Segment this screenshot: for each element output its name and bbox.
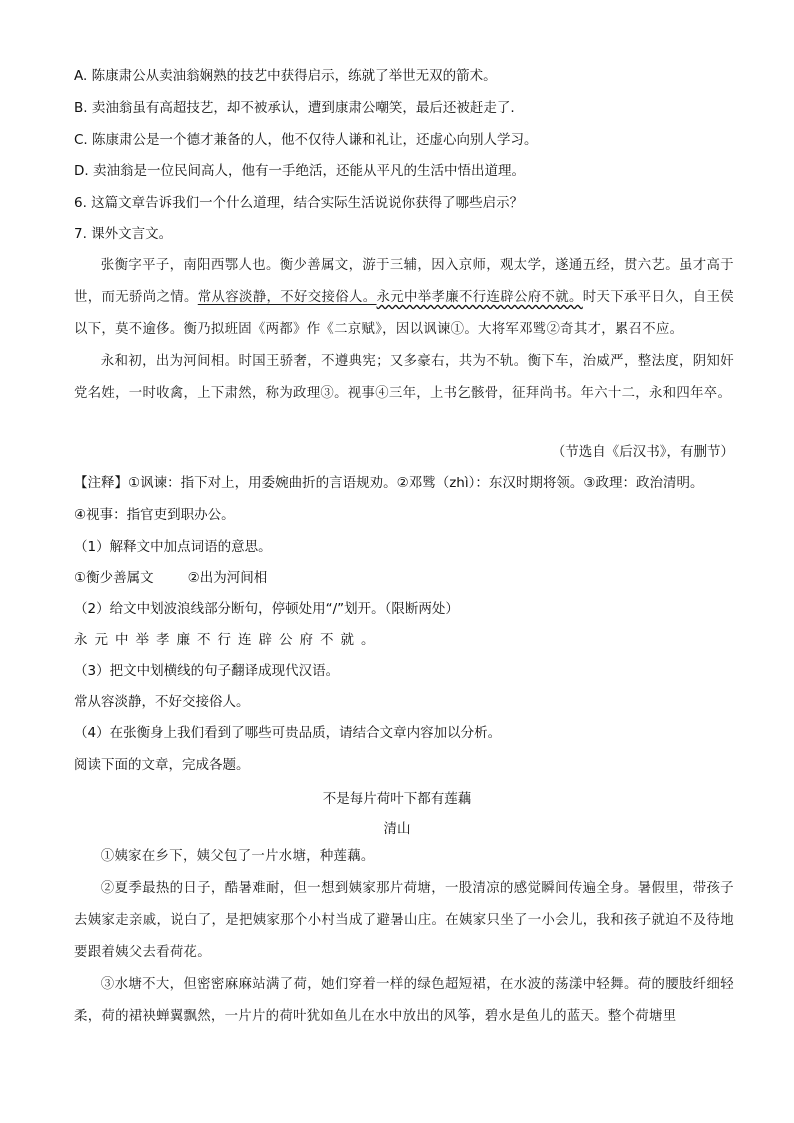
article-paragraph-1: ①姨家在乡下，姨父包了一片水塘，种莲藕。 — [100, 849, 375, 864]
passage-paragraph-1 — [74, 250, 734, 346]
underlined-sentence: 常从容淡静，不好交接俗人。 — [197, 290, 377, 305]
option-c: C. 陈康肃公是一个德才兼备的人，他不仅待人谦和礼让，还虚心向别人学习。 — [74, 132, 538, 148]
wavy-underlined-sentence: 永元中举孝廉不行连辟公府不就。 — [376, 290, 583, 305]
option-d: D. 卖油翁是一位民间高人，他有一手绝活，还能从平凡的生活中悟出道理。 — [74, 163, 525, 179]
reading-intro: 阅读下面的文章，完成各题。 — [74, 757, 250, 773]
question-7-title: 7. 课外文言文。 — [74, 226, 173, 242]
article-title: 不是每片荷叶下都有莲藕 — [322, 791, 472, 807]
classical-passage — [74, 250, 734, 410]
question-6: 6. 这篇文章告诉我们一个什么道理，结合实际生活说说你获得了哪些启示？ — [74, 195, 524, 211]
sub-question-1-items — [74, 568, 734, 588]
sub-question-2: （2）给文中划波浪线部分断句，停顿处用“/”划开。（限断两处） — [74, 601, 459, 617]
notes-line-1: 【注释】①讽谏：指下对上，用委婉曲折的言语规劝。②邓骘（zhì）：东汉时期将领。③政理：政治清明。 — [74, 475, 704, 491]
article-paragraph-2: ②夏季最热的日子，酷暑难耐，但一想到姨家那片荷塘，一股清凉的感觉瞬间传遍全身。暑假里，带孩子去姨家走亲戚，说白了，是把姨家那个小村当成了避暑山庄。在姨家只坐了一小会儿，我和孩子就迫不及待地要跟着姨父去看荷花。 — [74, 881, 734, 960]
option-a: A. 陈康肃公从卖油翁娴熟的技艺中获得启示，练就了举世无双的箭术。 — [74, 68, 497, 84]
passage-p1-part-a: 张衡字平子，南阳西鄂人也。衡少善属文，游于三辅，因入京师，观太学，遂通五经，贯六艺。虽才高于世，而无骄尚之情。 — [74, 258, 734, 305]
option-b: B. 卖油翁虽有高超技艺，却不被承认，遭到康肃公嘲笑，最后还被赶走了. — [74, 100, 515, 116]
passage-paragraph-2: 永和初，出为河间相。时国王骄奢，不遵典宪；又多豪右，共为不轨。衡下车，治威严，整法度，阴知奸党名姓，一时收禽，上下肃然，称为政理③。视事④三年，上书乞骸骨，征拜尚书。年六十二，永和四年卒。 — [74, 354, 734, 401]
notes-line-2: ④视事：指官吏到职办公。 — [74, 507, 235, 523]
passage-p1-part-b: 时天下承平日久，自王侯以下，莫不逾侈。衡乃拟班固《两都》作《二京赋》，因以讽谏①。大将军邓骘②奇其才，累召不应。 — [74, 290, 734, 337]
passage-source: （节选自《后汉书》，有删节） — [551, 444, 734, 460]
sub-question-1-item-b: ②出为河间相 — [187, 570, 268, 586]
sub-question-2-text: 永元中举孝廉不行连辟公府不就。 — [74, 632, 382, 648]
article-author: 清山 — [383, 821, 411, 837]
sub-question-3-text: 常从容淡静，不好交接俗人。 — [74, 694, 250, 710]
sub-question-1: （1）解释文中加点词语的意思。 — [74, 539, 272, 555]
sub-question-4: （4）在张衡身上我们看到了哪些可贵品质，请结合文章内容加以分析。 — [74, 725, 502, 741]
modern-passage — [74, 841, 734, 1033]
sub-question-3: （3）把文中划横线的句子翻译成现代汉语。 — [74, 663, 340, 679]
article-paragraph-3: ③水塘不大，但密密麻麻站满了荷，她们穿着一样的绿色超短裙，在水波的荡漾中轻舞。荷的腰肢纤细轻柔，荷的裙袂蝉翼飘然，一片片的荷叶犹如鱼儿在水中放出的风筝，碧水是鱼儿的蓝天。整个荷塘里 — [74, 977, 734, 1024]
sub-question-1-item-a: ①衡少善属文 — [74, 570, 154, 586]
